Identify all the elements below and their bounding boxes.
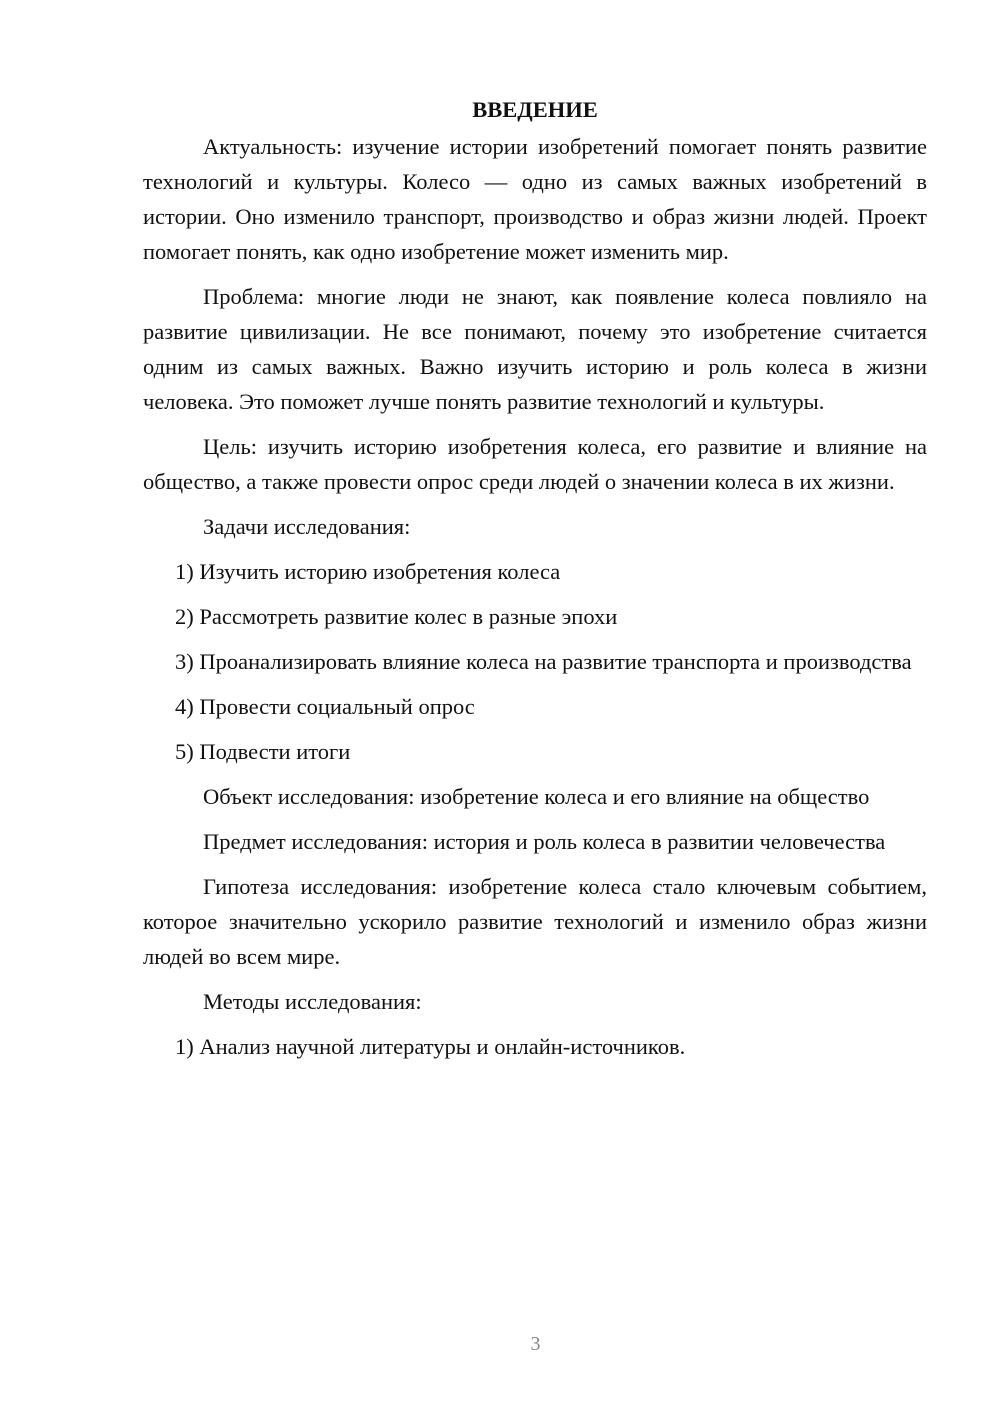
task-item: 4) Провести социальный опрос [175, 694, 475, 719]
hypothesis-paragraph: Гипотеза исследования: изобретение колеса стало ключевым событием, которое значительно ускорило развитие технологий и изменило образ жизни людей во всем мире. [143, 874, 927, 969]
relevance-paragraph: Актуальность: изучение истории изобретений помогает понять развитие технологий и культуры. Колесо — одно из самых важных изобретений в истории. Оно изменило транспорт, производство и образ жизни людей. Проект помогает понять, как одно изобретение может изменить мир. [143, 134, 927, 264]
problem-paragraph: Проблема: многие люди не знают, как появление колеса повлияло на развитие цивилизации. Не все понимают, почему это изобретение считается одним из самых важных. Важно изучить историю и роль колеса в жизни человека. Это поможет лучше понять развитие технологий и культуры. [143, 284, 927, 414]
task-item: 3) Проанализировать влияние колеса на развитие транспорта и производства [175, 649, 912, 674]
task-item: 1) Изучить историю изобретения колеса [175, 559, 561, 584]
task-item: 2) Рассмотреть развитие колес в разные эпохи [175, 604, 618, 629]
tasks-heading: Задачи исследования: [203, 514, 411, 539]
goal-paragraph: Цель: изучить историю изобретения колеса, его развитие и влияние на общество, а также провести опрос среди людей о значении колеса в их жизни. [143, 434, 927, 494]
methods-heading: Методы исследования: [203, 989, 422, 1014]
page-content [143, 93, 927, 1074]
subject-paragraph: Предмет исследования: история и роль колеса в развитии человечества [203, 829, 886, 854]
page-title: ВВЕДЕНИЕ [472, 97, 598, 122]
method-item: 1) Анализ научной литературы и онлайн-источников. [175, 1034, 686, 1059]
page-number: 3 [530, 1333, 541, 1355]
task-item: 5) Подвести итоги [175, 739, 351, 764]
object-paragraph: Объект исследования: изобретение колеса и его влияние на общество [203, 784, 870, 809]
